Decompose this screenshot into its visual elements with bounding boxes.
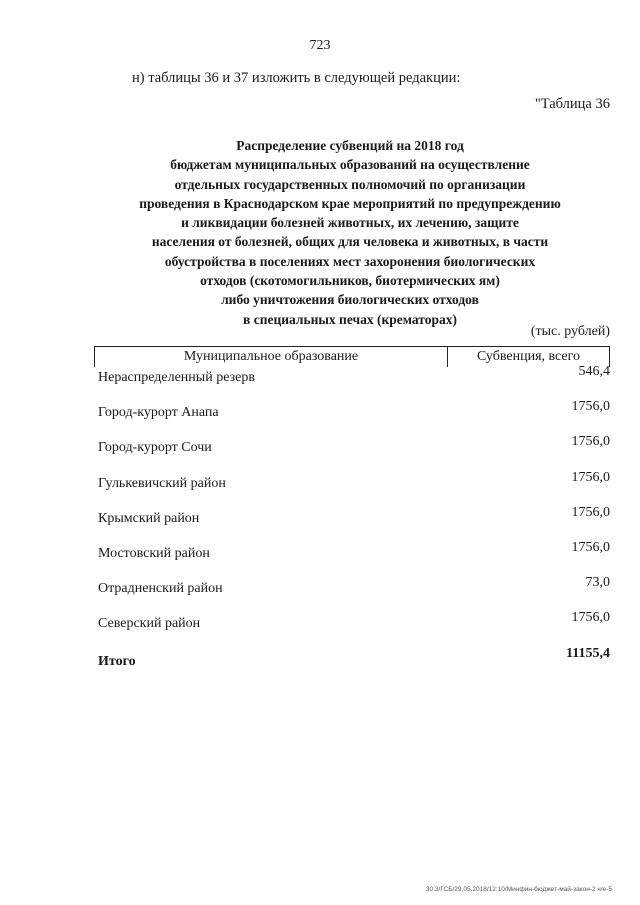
table-row xyxy=(0,540,640,575)
table-row xyxy=(0,575,640,610)
row-municipality: Гулькевичский район xyxy=(98,475,226,491)
table-row xyxy=(0,505,640,540)
page-number: 723 xyxy=(309,38,331,53)
table-body xyxy=(0,364,640,681)
heading-line: проведения в Краснодарском крае мероприятий по предупреждению xyxy=(139,195,561,211)
heading-line: и ликвидации болезней животных, их лечению, защите xyxy=(181,215,519,231)
heading-line: в специальных печах (крематорах) xyxy=(243,311,457,327)
total-amount: 11155,4 xyxy=(566,645,610,661)
table-row xyxy=(0,610,640,645)
row-municipality: Отрадненский район xyxy=(98,581,223,597)
row-amount: 1756,0 xyxy=(571,539,610,555)
table-total-row xyxy=(0,646,640,681)
row-municipality: Крымский район xyxy=(98,510,200,526)
heading-line: отдельных государственных полномочий по организации xyxy=(174,176,526,192)
row-municipality: Северский район xyxy=(98,616,201,632)
row-amount: 1756,0 xyxy=(571,504,610,520)
heading-line: бюджетам муниципальных образований на осуществление xyxy=(170,157,530,173)
row-municipality: Нераспределенный резерв xyxy=(98,370,255,385)
table-row xyxy=(0,364,640,399)
row-amount: 1756,0 xyxy=(571,469,610,485)
table-row xyxy=(0,434,640,469)
row-amount: 546,4 xyxy=(578,364,610,379)
amendment-intro-text: н) таблицы 36 и 37 изложить в следующей редакции: xyxy=(132,70,461,86)
heading-line: населения от болезней, общих для человека и животных, в части xyxy=(151,234,549,250)
row-municipality: Город-курорт Анапа xyxy=(98,405,219,421)
row-amount: 1756,0 xyxy=(571,434,610,450)
row-amount: 1756,0 xyxy=(571,610,610,626)
document-heading xyxy=(110,136,590,329)
units-label: (тыс. рублей) xyxy=(530,324,610,339)
row-municipality: Город-курорт Сочи xyxy=(98,440,212,456)
table-row xyxy=(0,470,640,505)
heading-line: либо уничтожения биологических отходов xyxy=(221,292,479,308)
footer-document-code: 30.3/ГСБ/29.05.2018/12:10/Минфин-бюджет-май-закон-2 ч/е-5 xyxy=(425,886,612,893)
row-amount: 1756,0 xyxy=(571,399,610,415)
row-amount: 73,0 xyxy=(585,575,610,591)
row-municipality: Мостовский район xyxy=(98,545,210,561)
table-reference: "Таблица 36 xyxy=(534,96,610,112)
total-label: Итого xyxy=(98,653,136,669)
heading-line: Распределение субвенций на 2018 год xyxy=(236,138,464,153)
table-row xyxy=(0,399,640,434)
heading-line: отходов (скотомогильников, биотермических ям) xyxy=(200,273,500,289)
column-header-municipality: Муниципальное образование xyxy=(183,349,359,364)
column-header-subvention: Субвенция, всего xyxy=(476,349,581,364)
heading-line: обустройства в поселениях мест захоронения биологических xyxy=(164,253,536,269)
